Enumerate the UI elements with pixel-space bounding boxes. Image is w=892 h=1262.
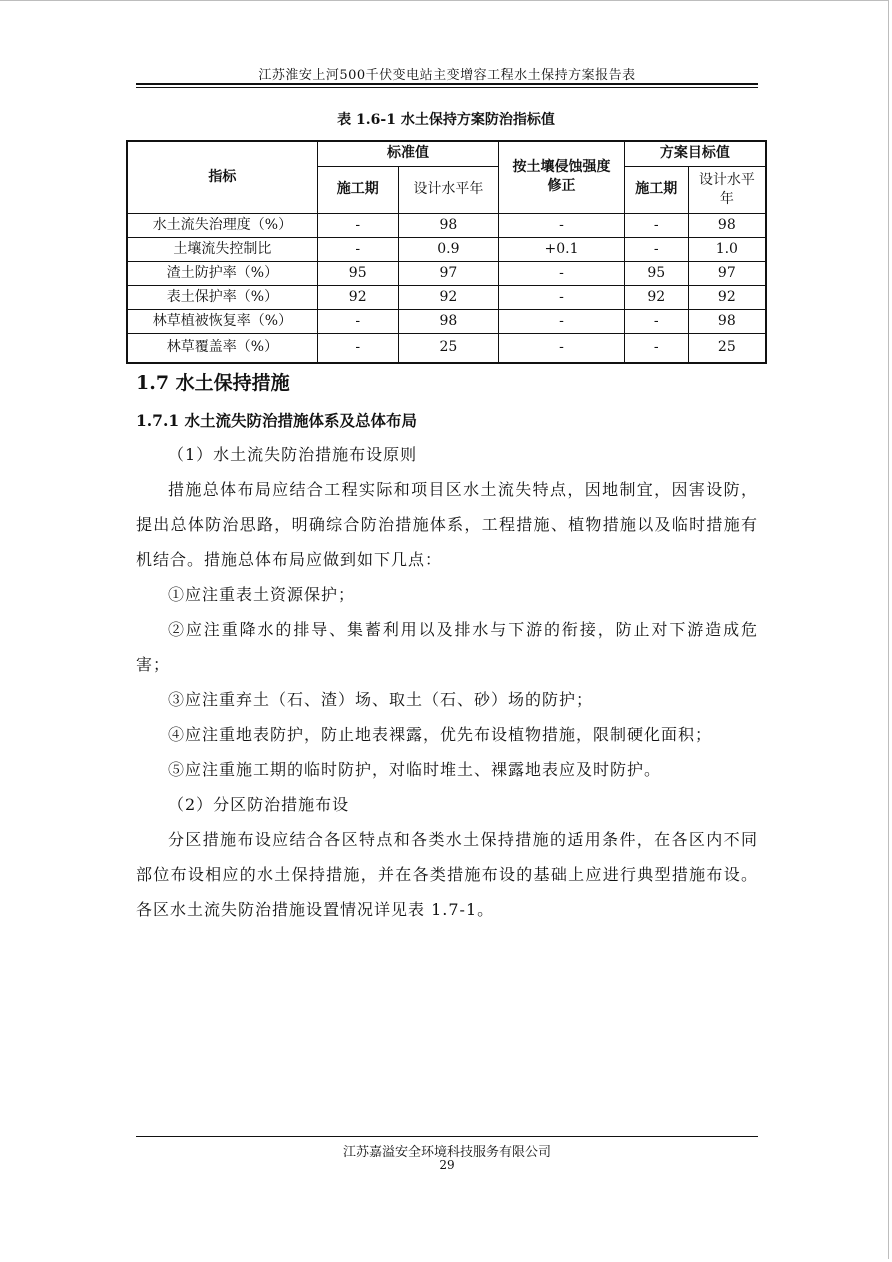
row-label: 林草覆盖率（%）	[127, 333, 317, 363]
header-rule-thin	[136, 87, 758, 88]
table-cell: 0.9	[398, 237, 499, 261]
table-row	[127, 285, 766, 309]
footer-company: 江苏嘉溢安全环境科技服务有限公司	[342, 1145, 551, 1160]
row-label: 渣土防护率（%）	[127, 261, 317, 285]
table-cell: 97	[398, 261, 499, 285]
table-cell: 95	[624, 261, 688, 285]
table-caption: 表 1.6-1 水土保持方案防治指标值	[337, 112, 555, 128]
header-rule	[136, 83, 758, 85]
table-cell: -	[624, 213, 688, 237]
table-cell: 25	[688, 333, 766, 363]
body-text	[136, 437, 758, 927]
table-row	[127, 213, 766, 237]
table-row	[127, 309, 766, 333]
row-label: 土壤流失控制比	[127, 237, 317, 261]
table-cell: -	[624, 333, 688, 363]
table-cell: -	[499, 261, 625, 285]
table-body	[127, 213, 766, 363]
table-cell: -	[317, 237, 398, 261]
paragraph: 分区措施布设应结合各区特点和各类水土保持措施的适用条件，在各区内不同部位布设相应的水土保持措施，并在各类措施布设的基础上应进行典型措施布设。各区水土流失防治措施设置情况详见表 1.7-1。	[136, 830, 758, 919]
running-header: 江苏淮安上河500千伏变电站主变增容工程水土保持方案报告表	[258, 68, 636, 83]
header-correction: 按土壤侵蚀强度修正	[499, 141, 625, 213]
paragraph: ③应注重弃土（石、渣）场、取土（石、砂）场的防护；	[168, 690, 594, 709]
paragraph: （2）分区防治措施布设	[168, 795, 350, 814]
indicator-table	[126, 140, 767, 364]
row-label: 水土流失治理度（%）	[127, 213, 317, 237]
row-label: 林草植被恢复率（%）	[127, 309, 317, 333]
table-cell: 97	[688, 261, 766, 285]
table-cell: -	[499, 285, 625, 309]
table-cell: 92	[624, 285, 688, 309]
table-row	[127, 261, 766, 285]
table-cell: 1.0	[688, 237, 766, 261]
table-cell: 92	[688, 285, 766, 309]
table-cell: -	[624, 237, 688, 261]
table-cell: -	[624, 309, 688, 333]
paragraph: ⑤应注重施工期的临时防护，对临时堆土、裸露地表应及时防护。	[168, 760, 662, 779]
table-cell: 98	[688, 213, 766, 237]
page-number: 29	[439, 1158, 455, 1172]
table-cell: -	[499, 309, 625, 333]
table-cell: -	[317, 213, 398, 237]
table-cell: 92	[317, 285, 398, 309]
table-cell: 92	[398, 285, 499, 309]
table-cell: -	[317, 309, 398, 333]
row-label: 表土保护率（%）	[127, 285, 317, 309]
subsection-heading: 1.7.1 水土流失防治措施体系及总体布局	[136, 411, 418, 430]
table-cell: 95	[317, 261, 398, 285]
table-cell: 98	[688, 309, 766, 333]
table-cell: -	[317, 333, 398, 363]
table-row	[127, 333, 766, 363]
header-design-year: 设计水平年	[398, 166, 499, 213]
paragraph: ④应注重地表防护，防止地表裸露，优先布设植物措施，限制硬化面积；	[168, 725, 713, 744]
header-target: 方案目标值	[624, 141, 766, 166]
header-target-construction: 施工期	[624, 166, 688, 213]
paragraph: ①应注重表土资源保护；	[168, 585, 356, 604]
header-target-design-year: 设计水平年	[688, 166, 766, 213]
header-indicator: 指标	[127, 141, 317, 213]
header-standard: 标准值	[317, 141, 498, 166]
paragraph: （1）水土流失防治措施布设原则	[168, 445, 418, 464]
header-construction: 施工期	[317, 166, 398, 213]
paragraph: 措施总体布局应结合工程实际和项目区水土流失特点，因地制宜，因害设防，提出总体防治思路，明确综合防治措施体系，工程措施、植物措施以及临时措施有机结合。措施总体布局应做到如下几点：	[136, 480, 758, 569]
table-row	[127, 237, 766, 261]
table-cell: -	[499, 213, 625, 237]
paragraph: ②应注重降水的排导、集蓄利用以及排水与下游的衔接，防止对下游造成危害；	[136, 620, 758, 674]
table-cell: 25	[398, 333, 499, 363]
table-cell: -	[499, 333, 625, 363]
footer-rule	[136, 1136, 758, 1137]
table-cell: 98	[398, 213, 499, 237]
table-cell: +0.1	[499, 237, 625, 261]
table-cell: 98	[398, 309, 499, 333]
section-heading: 1.7 水土保持措施	[136, 372, 290, 394]
